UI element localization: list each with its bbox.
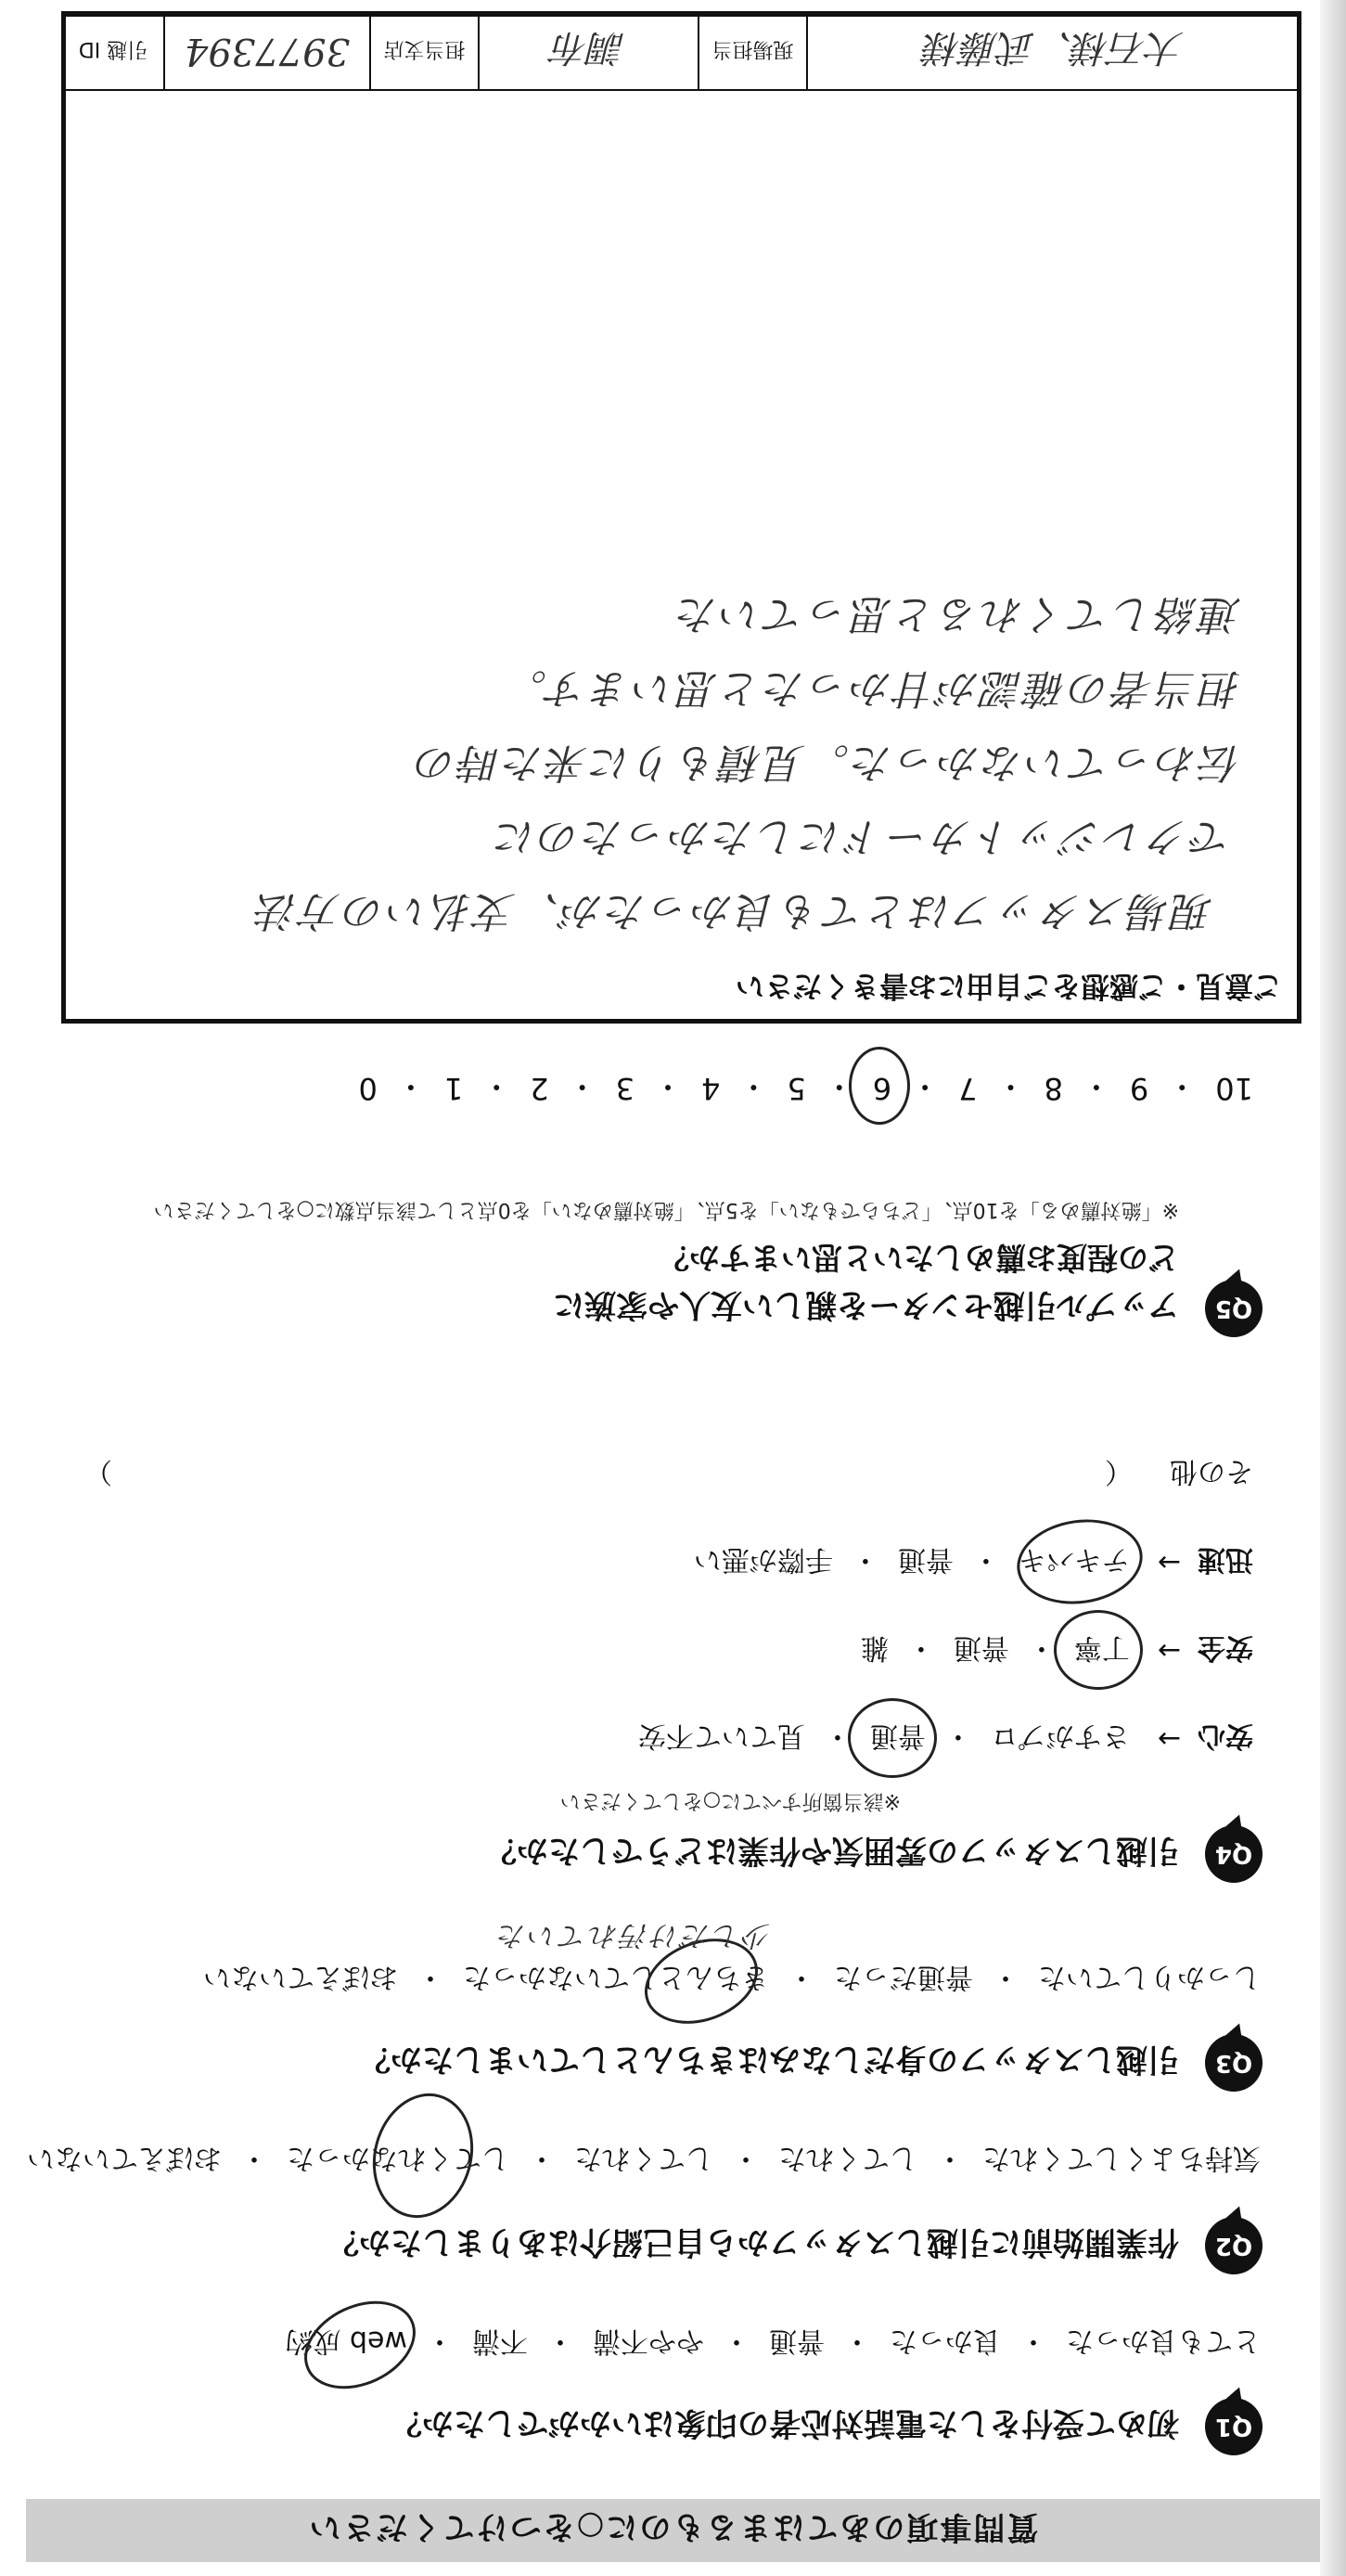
id-value: 3977394 — [184, 30, 351, 72]
id-label-cell — [63, 13, 163, 89]
q4-option[interactable]: 手際が悪い — [693, 1543, 833, 1576]
owner-value: 大石様、武藤様 — [924, 26, 1184, 70]
scale-point[interactable]: 1 — [443, 1071, 464, 1106]
owner-value-cell — [806, 13, 1300, 89]
owner-label-cell — [698, 13, 806, 89]
q4-row-2: 安全 → 丁寧 ・ 普通 ・ 雑 — [861, 1630, 1253, 1671]
scale-point[interactable]: 10 — [1215, 1071, 1253, 1106]
q2-text: 作業開始前に引越しスタッフから自己紹介はありましたか？ — [327, 2223, 1179, 2261]
q5-text-line-2: どの程度お薦めしたいと思いますか？ — [659, 1240, 1179, 1276]
scale-point[interactable]: 4 — [701, 1071, 721, 1106]
q3-option[interactable]: おぼえていない — [203, 1961, 398, 1993]
scale-point[interactable]: 2 — [530, 1071, 549, 1106]
q1-option[interactable]: 不満 — [472, 2325, 528, 2357]
q1-option-selected[interactable]: web 成約 — [285, 2324, 407, 2364]
branch-label: 担当支店 — [383, 37, 466, 61]
q3-option[interactable]: しっかりしていた — [1038, 1961, 1261, 1993]
question-4 — [485, 1825, 1263, 1883]
question-2 — [327, 2217, 1263, 2274]
q4-row-1: 安心 → さすがプロ ・ 普通 ・ 見ていて不安 — [638, 1719, 1253, 1759]
q4-option[interactable]: 普通 — [953, 1631, 1009, 1664]
question-1 — [391, 2398, 1263, 2455]
q4-row1-selection-circle — [848, 1698, 937, 1778]
office-use-footer — [61, 11, 1301, 91]
q2-option[interactable]: 気持ちよくしてくれた — [982, 2142, 1261, 2174]
q2-option[interactable]: してくれた — [778, 2142, 917, 2174]
q4-text: 引越しスタッフの雰囲気や作業はどうでしたか？ — [485, 1832, 1179, 1870]
comment-line: 現場スタッフはとても良かったが、支払いの方法 — [254, 887, 1213, 934]
comment-line: 伝わっていなかった。見積もりに来た時の — [413, 739, 1241, 786]
q2-option-selected[interactable]: してくれなかった — [287, 2141, 509, 2182]
q3-options: しっかりしていた ・ 普通だった ・ きちんとしていなかった ・ おぼえていない — [203, 1960, 1261, 2001]
q1-option[interactable]: 普通 — [769, 2325, 825, 2357]
q4-option[interactable]: 雑 — [860, 1631, 889, 1664]
q3-badge: Q3 — [1205, 2034, 1263, 2092]
q3-handwritten-note: 少しだけ汚れていた — [495, 1919, 771, 1951]
scale-point[interactable]: 9 — [1129, 1071, 1149, 1106]
scale-point[interactable]: 3 — [615, 1071, 635, 1106]
q4-option-selected[interactable]: テキパキ — [1019, 1542, 1130, 1583]
owner-label: 現場担当 — [711, 37, 794, 61]
q4-other-open: （ — [1105, 1455, 1133, 1488]
question-3 — [359, 2034, 1263, 2092]
q4-note: ※該当箇所すべてに○をしてください — [559, 1789, 901, 1812]
q4-row-3: 迅速 → テキパキ ・ 普通 ・ 手際が悪い — [694, 1542, 1253, 1583]
instructions-bar — [26, 2499, 1320, 2562]
q1-options: とても良かった ・ 良かった ・ 普通 ・ やや不満 ・ 不満 ・ web 成約 — [285, 2324, 1261, 2364]
q4-option[interactable]: 普通 — [897, 1543, 954, 1576]
q1-badge: Q1 — [1205, 2398, 1263, 2455]
scale-point[interactable]: 7 — [958, 1071, 978, 1106]
instructions-text: 質問事項のあてはまるものに○をつけてください — [307, 2508, 1039, 2546]
q4-other-label: その他 — [1170, 1455, 1253, 1488]
branch-label-cell — [369, 13, 478, 89]
q4-row3-selection-circle — [1011, 1512, 1147, 1612]
comment-line: でクレジットカードにしたかったのに — [493, 813, 1232, 860]
comment-line: 担当者の確認が甘かったと思います。 — [503, 664, 1241, 712]
scan-edge-shadow — [1320, 0, 1346, 2576]
q1-text: 初めて受付をした電話対応者の印象はいかがでしたか？ — [391, 2404, 1179, 2442]
q2-option[interactable]: おぼえていない — [27, 2142, 222, 2174]
q5-note: ※「絶対薦める」を10点、「どちらでもない」を5点、「絶対薦めない」を0点として該当点数に○をしてください — [153, 1198, 1179, 1221]
q5-selection-circle — [849, 1047, 910, 1125]
q1-option[interactable]: 良かった — [890, 2325, 1001, 2357]
scale-point[interactable]: 5 — [787, 1071, 806, 1106]
q5-text-line-1: アップル引越センターを親しい友人や家族に — [553, 1286, 1179, 1324]
comments-box[interactable] — [61, 12, 1301, 1024]
branch-value: 調布 — [551, 26, 626, 70]
q3-option[interactable]: 普通だった — [834, 1961, 973, 1993]
scale-point[interactable]: 8 — [1044, 1071, 1063, 1106]
scale-point[interactable]: 0 — [358, 1071, 378, 1106]
id-value-cell — [163, 13, 369, 89]
id-label: 引越 ID — [78, 37, 148, 61]
question-5 — [553, 1280, 1263, 1337]
scale-point-selected[interactable]: 6 — [873, 1071, 891, 1106]
q2-option[interactable]: してくれた — [574, 2142, 713, 2174]
q5-scale: 10 ・ 9 ・ 8 ・ 7 ・ 6 ・ 5 ・ 4 ・ 3 ・ 2 ・ 1 ・ 0 — [359, 1067, 1253, 1110]
q1-option[interactable]: とても良かった — [1066, 2325, 1261, 2357]
q4-option-selected[interactable]: 普通 — [870, 1719, 926, 1759]
q1-option[interactable]: やや不満 — [593, 2325, 704, 2357]
q4-option[interactable]: 見ていて不安 — [637, 1719, 805, 1752]
q1-selection-circle — [290, 2284, 430, 2405]
q4-badge: Q4 — [1205, 1825, 1263, 1883]
q4-other-close: ） — [84, 1455, 112, 1488]
q3-text: 引越しスタッフの身だしなみはきちんとしていましたか？ — [359, 2041, 1179, 2079]
q4-other-row — [84, 1454, 1253, 1495]
q4-option[interactable]: さすがプロ — [990, 1719, 1130, 1752]
q2-selection-circle — [359, 2082, 487, 2230]
q4-row-label: 安心 — [1198, 1719, 1253, 1752]
comment-line: 連絡してくれると思っていた — [674, 590, 1241, 638]
branch-value-cell — [478, 13, 698, 89]
q4-row-label: 安全 — [1198, 1631, 1253, 1664]
q4-row-label: 迅速 — [1198, 1543, 1253, 1576]
q5-badge: Q5 — [1205, 1280, 1263, 1337]
q4-row2-selection-circle — [1054, 1610, 1143, 1690]
comments-title: ご意見・ご感想をご自由にお書きください — [736, 969, 1282, 1002]
q2-options: 気持ちよくしてくれた ・ してくれた ・ してくれた ・ してくれなかった ・ おぼえていない — [27, 2141, 1261, 2182]
q4-option-selected[interactable]: 丁寧 — [1074, 1630, 1130, 1671]
q3-option-selected[interactable]: きちんとしていなかった — [463, 1960, 769, 2001]
q2-badge: Q2 — [1205, 2217, 1263, 2274]
